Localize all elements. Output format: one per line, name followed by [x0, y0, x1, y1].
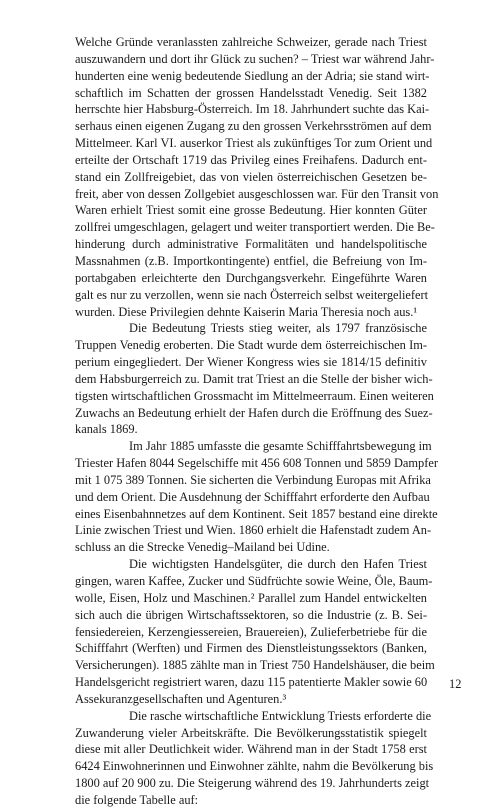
text-line: Linie zwischen Triest und Wien. 1860 erhielt die Hafenstadt zudem An-: [75, 523, 432, 538]
text-line: fensiedereien, Kerzengiessereien, Brauereien), Zulieferbetriebe für die: [75, 624, 427, 639]
text-line: serhaus einen eigenen Zugang zu den grossen Verkehrsströmen auf dem: [75, 119, 432, 134]
text-line: galt es nur zu verzollen, wenn sie nach Österreich selbst weitergeliefert: [75, 287, 429, 302]
text-line: Schifffahrt (Werften) und Firmen des Dienstleistungssektors (Banken,: [75, 641, 427, 656]
text-line: Massnahmen (z.B. Importkontingente) entfiel, die Befreiung von Im-: [75, 253, 427, 268]
text-line: zollfrei umgeschlagen, gelagert und weiter transportiert werden. Die Be-: [75, 220, 435, 235]
text-line: 6424 Einwohnerinnen und Einwohner zählte, nahm die Bevölkerung bis: [75, 759, 434, 774]
text-line: stand ein Zollfreigebiet, das von vielen österreichischen Gesetzen be-: [75, 169, 427, 184]
text-line: Mittelmeer. Karl VI. auserkor Triest als zukünftiges Tor zum Orient und: [75, 136, 433, 151]
text-line: hinderung durch administrative Formalitäten und handelspolitische: [75, 237, 427, 252]
page-number: 12: [449, 677, 462, 691]
body-text: [75, 34, 439, 809]
text-line: eines Eisenbahnnetzes auf dem Kontinent. Seit 1857 bestand eine direkte: [75, 506, 438, 521]
text-line: freit, aber von dessen Zollgebiet ausgeschlossen war. Für den Transit von: [75, 186, 439, 201]
text-line: diese mit aller Deutlichkeit wider. Während man in der Stadt 1758 erst: [75, 742, 427, 757]
text-line: Zuwachs an Bedeutung erhielt der Hafen durch die Eröffnung des Suez-: [75, 405, 433, 420]
text-line: wolle, Eisen, Holz und Maschinen.² Parallel zum Handel entwickelten: [75, 590, 427, 605]
text-line: Truppen Venedig eroberten. Die Stadt wurde dem österreichischen Im-: [75, 338, 427, 353]
text-line: Waren erhielt Triest somit eine grosse Bedeutung. Hier konnten Güter: [75, 203, 427, 218]
text-line: Die Bedeutung Triests stieg weiter, als 1797 französische: [129, 321, 427, 336]
text-line: wurden. Diese Privilegien dehnte Kaiserin Maria Theresia noch aus.¹: [75, 304, 418, 319]
text-line: gingen, waren Kaffee, Zucker und Südfrüchte sowie Weine, Öle, Baum-: [75, 574, 433, 588]
text-line: und dem Orient. Die Ausdehnung der Schifffahrt erforderte den Aufbau: [75, 489, 430, 504]
text-line: mit 1 075 389 Tonnen. Sie sicherten die Verbindung Europas mit Afrika: [75, 472, 431, 487]
text-line: kanals 1869.: [75, 422, 138, 437]
text-line: sich auch die übrigen Wirtschaftssektoren, so die Industrie (z. B. Sei-: [75, 607, 427, 622]
text-line: Die wichtigsten Handelsgüter, die durch den Hafen Triest: [129, 557, 427, 572]
text-line: schaftlich im Schatten der grossen Handelsstadt Venedig. Seit 1382: [75, 85, 427, 100]
text-line: 1800 auf 20 900 zu. Die Steigerung während des 19. Jahrhunderts zeigt: [75, 776, 430, 791]
text-line: tigsten wirtschaftlichen Grossmacht im Mittelmeerraum. Einen weiteren: [75, 388, 434, 403]
text-line: Handelsgericht registriert waren, dazu 115 patentierte Makler sowie 60: [75, 675, 428, 690]
text-line: hunderten eine wenig bedeutende Siedlung an der Adria; sie stand wirt-: [75, 68, 430, 83]
text-line: auszuwandern und dort ihr Glück zu suchen? – Triest war während Jahr-: [75, 51, 435, 66]
text-line: dem Habsburgerreich zu. Damit trat Triest an die Stelle der bisher wich-: [75, 371, 433, 386]
text-line: Triester Hafen 8044 Segelschiffe mit 456 608 Tonnen und 5859 Dampfer: [75, 456, 438, 471]
text-line: herrschte hier Habsburg-Österreich. Im 18. Jahrhundert suchte das Kai-: [75, 102, 430, 117]
text-line: Zuwanderung vieler Arbeitskräfte. Die Bevölkerungsstatistik spiegelt: [75, 725, 427, 740]
text-line: Versicherungen). 1885 zählte man in Triest 750 Handelshäuser, die beim: [75, 658, 435, 673]
text-line: schluss an die Strecke Venedig–Mailand bei Udine.: [75, 540, 330, 555]
text-line: die folgende Tabelle auf:: [75, 792, 199, 807]
text-line: Die rasche wirtschaftliche Entwicklung Triests erforderte die: [129, 708, 432, 723]
text-line: perium eingegliedert. Der Wiener Kongress wies sie 1814/15 definitiv: [75, 355, 427, 370]
text-line: erteilte der Ortschaft 1719 das Privileg eines Freihafens. Dadurch ent-: [75, 152, 427, 167]
text-line: portabgaben erleichterte den Durchgangsverkehr. Eingeführte Waren: [75, 270, 427, 285]
text-line: Im Jahr 1885 umfasste die gesamte Schifffahrtsbewegung im: [129, 439, 432, 454]
text-line: Assekuranzgesellschaften und Agenturen.³: [75, 691, 287, 706]
text-line: Welche Gründe veranlassten zahlreiche Schweizer, gerade nach Triest: [75, 35, 427, 49]
